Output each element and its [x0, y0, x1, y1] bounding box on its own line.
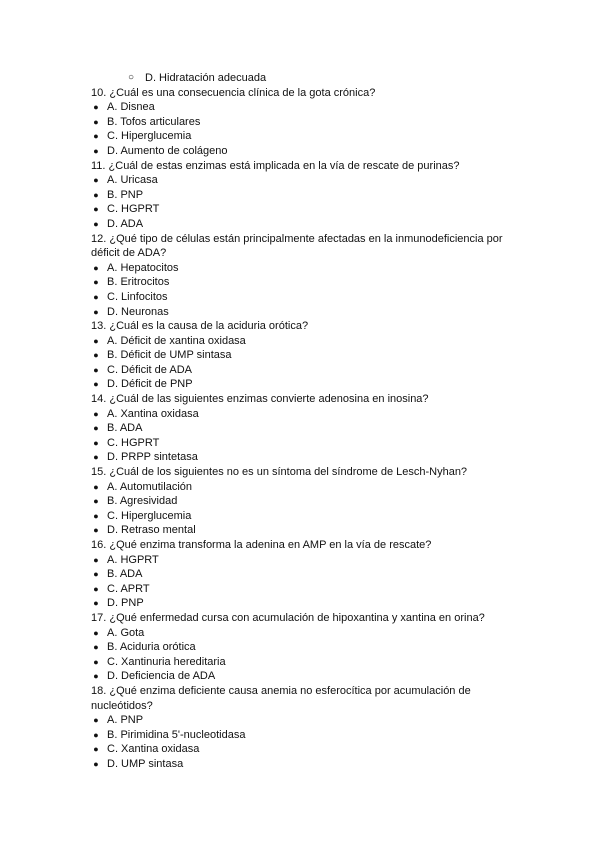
option-text: C. Hiperglucemia [107, 509, 192, 522]
question-text: 17. ¿Qué enfermedad cursa con acumulación de hipoxantina y xantina en orina? [91, 611, 485, 624]
option-text: B. Aciduria orótica [107, 641, 196, 654]
bullet-icon: ● [93, 627, 99, 638]
option-text: C. HGPRT [107, 436, 160, 449]
option-item [93, 655, 600, 670]
option-item [93, 480, 600, 495]
option-text: B. Pirimidina 5'-nucleotidasa [107, 728, 246, 741]
option-text: C. APRT [107, 582, 150, 595]
bullet-icon: ● [93, 262, 99, 273]
bullet-icon: ● [93, 554, 99, 565]
bullet-icon: ● [93, 569, 99, 580]
option-item [93, 757, 600, 772]
option-item [93, 582, 600, 597]
question-block [0, 232, 600, 320]
bullet-icon: ● [93, 116, 99, 127]
option-text: D. Deficiencia de ADA [107, 670, 216, 683]
bullet-icon: ● [93, 642, 99, 653]
option-text: C. Déficit de ADA [107, 363, 192, 376]
option-item [93, 436, 600, 451]
bullet-icon: ● [93, 379, 99, 390]
option-text: A. Disnea [107, 101, 155, 114]
option-text: B. ADA [107, 422, 143, 435]
bullet-icon: ● [93, 364, 99, 375]
bullet-icon: ● [93, 204, 99, 215]
question-block [0, 684, 600, 772]
option-item [93, 100, 600, 115]
option-item [93, 523, 600, 538]
question-block [0, 465, 600, 538]
option-item [93, 450, 600, 465]
bullet-icon: ● [93, 189, 99, 200]
question-text: 12. ¿Qué tipo de células están principalmente afectadas en la inmunodeficiencia por déficit de ADA? [91, 232, 503, 260]
bullet-icon: ● [93, 481, 99, 492]
bullet-icon: ● [93, 131, 99, 142]
bullet-icon: ● [93, 350, 99, 361]
option-text: D. Neuronas [107, 305, 169, 318]
option-text: D. PRPP sintetasa [107, 451, 198, 464]
bullet-icon: ● [93, 744, 99, 755]
option-text: B. Agresividad [107, 495, 178, 508]
option-item [93, 407, 600, 422]
bullet-icon: ● [93, 510, 99, 521]
option-item [93, 305, 600, 320]
question-text: 11. ¿Cuál de estas enzimas está implicada en la vía de rescate de purinas? [91, 159, 460, 172]
question-block [0, 392, 600, 465]
option-text: D. Aumento de colágeno [107, 144, 228, 157]
question-block [0, 159, 600, 232]
option-item [93, 275, 600, 290]
question-text: 13. ¿Cuál es la causa de la aciduria orótica? [91, 320, 309, 333]
option-text: A. HGPRT [107, 553, 159, 566]
bullet-icon: ● [93, 277, 99, 288]
option-item [93, 129, 600, 144]
bullet-icon: ● [93, 218, 99, 229]
option-item [93, 290, 600, 305]
option-item [93, 567, 600, 582]
bullet-icon: ● [93, 598, 99, 609]
option-item [93, 669, 600, 684]
option-item [93, 115, 600, 130]
bullet-icon: ● [93, 423, 99, 434]
bullet-icon: ● [93, 525, 99, 536]
option-text: B. Tofos articulares [107, 115, 201, 128]
bullet-icon: ● [93, 437, 99, 448]
option-item [93, 626, 600, 641]
question-text: 10. ¿Cuál es una consecuencia clínica de la gota crónica? [91, 86, 376, 99]
option-item [93, 553, 600, 568]
option-item [93, 202, 600, 217]
option-text: C. Xantinuria hereditaria [107, 655, 226, 668]
option-text: A. Uricasa [107, 174, 158, 187]
question-text: 15. ¿Cuál de los siguientes no es un síntoma del síndrome de Lesch-Nyhan? [91, 466, 468, 479]
question-list [0, 86, 600, 772]
option-text: A. Xantina oxidasa [107, 407, 199, 420]
option-item [93, 144, 600, 159]
question-text: 16. ¿Qué enzima transforma la adenina en AMP en la vía de rescate? [91, 539, 432, 551]
option-text: B. ADA [107, 568, 143, 581]
bullet-icon: ● [93, 145, 99, 156]
option-item [93, 217, 600, 232]
option-item [93, 509, 600, 524]
option-text: D. Retraso mental [107, 524, 196, 537]
option-item [93, 334, 600, 349]
option-item [93, 494, 600, 509]
bullet-icon: ● [93, 452, 99, 463]
question-text: 18. ¿Qué enzima deficiente causa anemia no esferocítica por acumulación de nucleótidos? [91, 684, 471, 712]
option-text: C. HGPRT [107, 203, 160, 216]
option-text: D. UMP sintasa [107, 757, 184, 770]
bullet-icon: ● [93, 715, 99, 726]
carryover-option [128, 71, 600, 86]
option-item [93, 713, 600, 728]
bullet-icon: ● [93, 291, 99, 302]
question-block [0, 86, 600, 159]
option-text: C. Hiperglucemia [107, 130, 192, 143]
option-text: A. Automutilación [107, 480, 192, 493]
option-text: D. ADA [107, 217, 144, 230]
option-text: A. Gota [107, 626, 145, 639]
option-text: C. Linfocitos [107, 290, 168, 303]
option-item [93, 728, 600, 743]
option-item [93, 173, 600, 188]
option-text: C. Xantina oxidasa [107, 743, 200, 756]
option-text: A. Hepatocitos [107, 261, 179, 274]
bullet-icon: ● [93, 102, 99, 113]
option-text: B. Eritrocitos [107, 276, 170, 289]
option-item [93, 363, 600, 378]
option-text: D. Déficit de PNP [107, 378, 193, 391]
option-text: B. PNP [107, 188, 144, 201]
question-block [0, 611, 600, 684]
question-block [0, 319, 600, 392]
bullet-icon: ● [93, 175, 99, 186]
carryover-option-text: D. Hidratación adecuada [145, 72, 267, 84]
option-item [93, 596, 600, 611]
option-item [93, 421, 600, 436]
option-item [93, 348, 600, 363]
bullet-icon: ● [93, 758, 99, 769]
option-item [93, 640, 600, 655]
option-item [93, 742, 600, 757]
bullet-icon: ● [93, 335, 99, 346]
option-text: A. Déficit de xantina oxidasa [107, 334, 246, 347]
bullet-icon: ● [93, 408, 99, 419]
option-text: D. PNP [107, 597, 144, 610]
option-text: A. PNP [107, 714, 144, 727]
option-item [93, 188, 600, 203]
option-item [93, 377, 600, 392]
bullet-icon: ● [93, 496, 99, 507]
option-text: B. Déficit de UMP sintasa [107, 349, 232, 362]
bullet-icon: ● [93, 583, 99, 594]
bullet-icon: ● [93, 656, 99, 667]
bullet-icon: ● [93, 671, 99, 682]
document-page [0, 71, 600, 772]
question-text: 14. ¿Cuál de las siguientes enzimas convierte adenosina en inosina? [91, 393, 429, 406]
option-item [93, 261, 600, 276]
bullet-icon: ● [93, 306, 99, 317]
question-block [0, 538, 600, 611]
bullet-icon: ● [93, 729, 99, 740]
hollow-bullet-icon: ○ [128, 72, 135, 83]
